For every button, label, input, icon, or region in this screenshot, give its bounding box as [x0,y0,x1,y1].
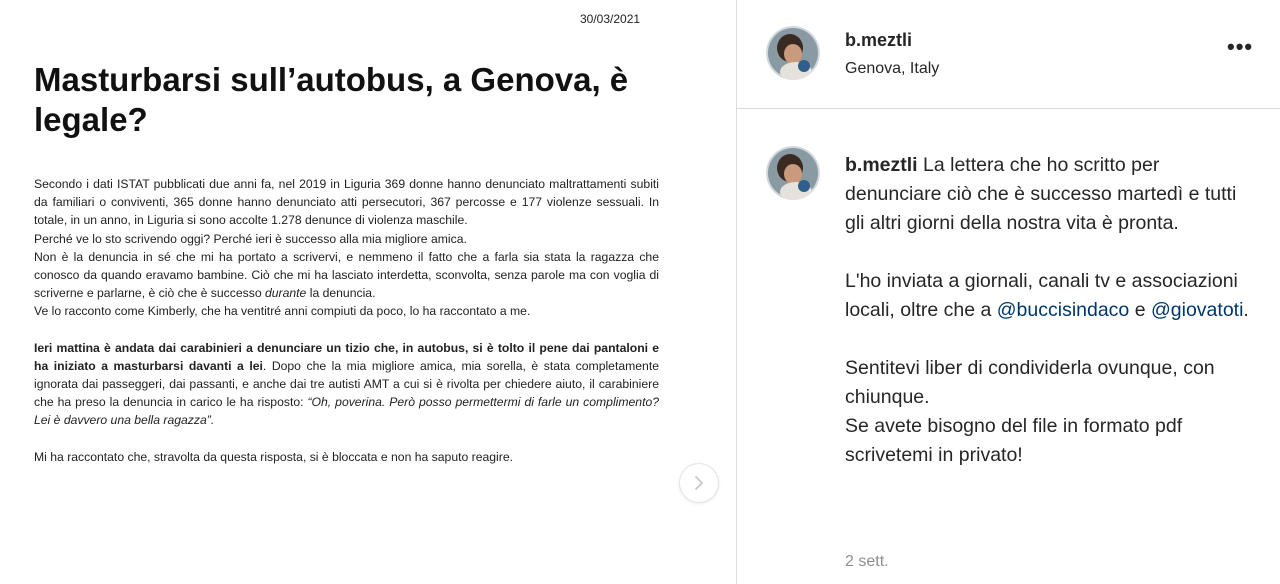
more-options-icon[interactable]: ••• [1227,34,1254,59]
post-username[interactable]: b.meztli [845,30,913,50]
caption-avatar[interactable] [766,146,820,200]
mention-link[interactable]: @buccisindaco [996,299,1130,321]
caption-text: L'ho inviata a giornali, canali tv e associazioni locali, oltre che a [845,270,1238,321]
caption-text: e [1134,299,1146,321]
article-title: Masturbarsi sull’autobus, a Genova, è legale? [34,61,629,138]
caption-paragraph [845,151,1255,238]
avatar-image [766,146,820,200]
article-paragraph [34,339,659,430]
post-caption [845,151,1255,470]
article-paragraph: Perché ve lo sto scrivendo oggi? Perché ieri è successo alla mia migliore amica. [34,231,467,246]
paragraph-gap [34,321,659,339]
post-location[interactable]: Genova, Italy [845,60,940,77]
caption-paragraph: Sentitevi liber di condividerla ovunque, con chiunque. [845,357,1215,408]
caption-text: La lettera che ho scritto per denunciare ciò che è successo martedì e tutti gli altri giorni della nostra vita è pronta. [845,154,1237,234]
article-text: Non è la denuncia in sé che mi ha portato a scrivervi, e nemmeno il fatto che a farla sia stata la ragazza che conosco da quando eravamo bambine. Ciò che mi ha lasciato interdetta, sconvolta, senza parole ma con voglia di scriverne e parlarne, è ciò che è successo [34,249,659,301]
post-header [737,0,1280,109]
post-sidebar [737,0,1280,584]
article-quote: “Oh, poverina. Però posso permettermi di farle un complimento? Lei è davvero una bella ragazza”. [34,395,660,428]
article-date: 30/03/2021 [580,12,641,26]
article-text: . Dopo che la mia migliore amica, mia sorella, è stata completamente ignorata dai passeggeri, dai passanti, e anche dai tre autisti AMT a cui si è rivolta per chiedere aiuto, il carabiniere che ha preso la denuncia in carico le ha risposto: [34,358,660,410]
caption-gap [845,325,1255,354]
next-image-button[interactable] [679,463,719,503]
caption-paragraph: Se avete bisogno del file in formato pdf scrivetemi in privato! [845,415,1183,466]
caption-username[interactable]: b.meztli [845,154,918,176]
caption-gap [845,238,1255,267]
avatar[interactable] [766,26,820,80]
article-text: la denuncia. [306,286,376,301]
article-bold-text: Ieri mattina è andata dai carabinieri a denunciare un tizio che, in autobus, si è tolto il pene dai pantaloni e ha iniziato a masturbarsi davanti a lei [34,340,659,373]
post-timestamp[interactable]: 2 sett. [845,553,889,570]
chevron-right-icon [693,475,705,491]
article-paragraph: Secondo i dati ISTAT pubblicati due anni fa, nel 2019 in Liguria 369 donne hanno denunciato maltrattamenti subiti da familiari o conviventi, 365 donne hanno denunciato atti persecutori, 367 percosse e 177 violenze sessuali. In totale, in un anno, in Liguria si sono accolte 1.278 denunce di violenza maschile. [34,177,659,228]
paragraph-gap [34,430,659,448]
avatar-image [766,26,820,80]
article-body [34,175,659,466]
article-emphasis: durante [265,286,307,301]
caption-paragraph [845,267,1255,325]
article-paragraph: Ve lo racconto come Kimberly, che ha ventitré anni compiuti da poco, lo ha raccontato a me. [34,304,531,319]
article-paragraph: Mi ha raccontato che, stravolta da questa risposta, si è bloccata e non ha saputo reagire. [34,449,513,464]
article-paragraph [34,248,659,303]
caption-text: . [1243,299,1249,321]
mention-link[interactable]: @giovatoti [1150,299,1244,321]
